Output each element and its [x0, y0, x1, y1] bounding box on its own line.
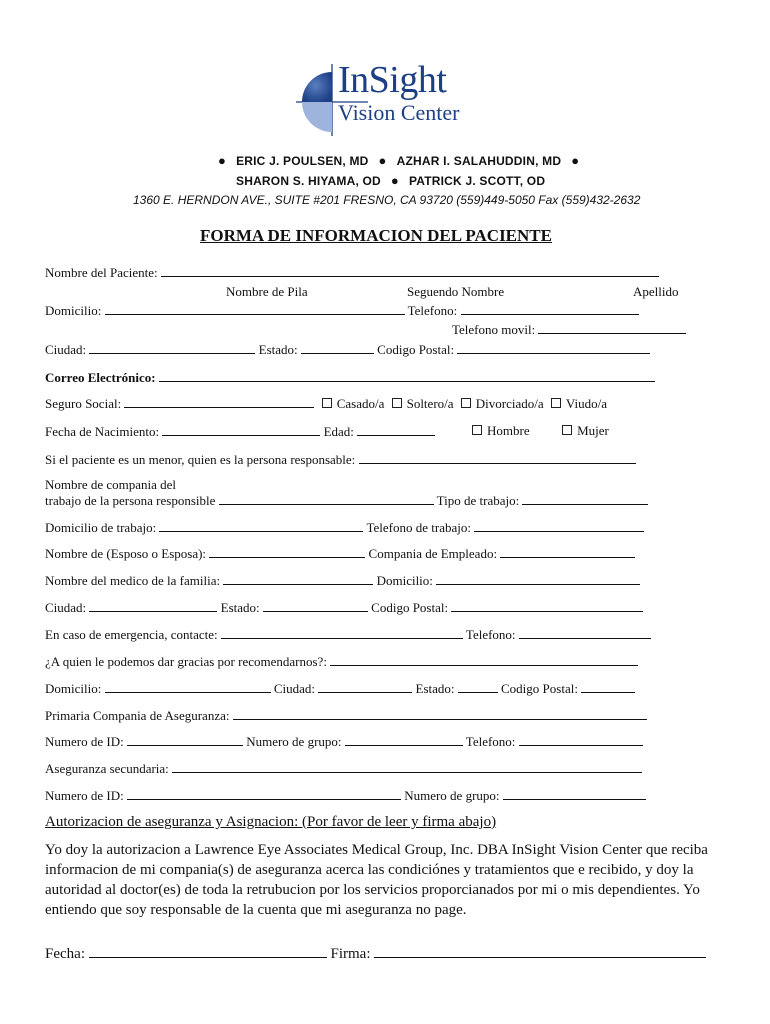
label: Telefono: — [465, 734, 516, 749]
label: Correo Electrónico: — [45, 370, 156, 385]
row-telefono-movil — [452, 321, 686, 338]
bullet-icon: ● — [218, 153, 227, 168]
row-correo — [45, 369, 655, 386]
label: Ciudad: — [273, 681, 316, 696]
primary-group-field[interactable] — [345, 733, 463, 746]
label-compania-1: Nombre de compania del — [45, 477, 177, 492]
date-field[interactable] — [89, 943, 327, 958]
address-field[interactable] — [105, 302, 405, 315]
label: Mujer — [577, 423, 609, 438]
spouse-name-field[interactable] — [209, 545, 365, 558]
row-esposo — [45, 545, 635, 562]
label-nombre-pila: Nombre de Pila — [226, 284, 308, 299]
label: Domicilio: — [376, 573, 433, 588]
label: Domicilio: — [45, 303, 102, 318]
hombre-checkbox[interactable] — [472, 425, 482, 435]
employer-name-field[interactable] — [219, 492, 434, 505]
secondary-insurance-field[interactable] — [172, 760, 642, 773]
label-apellido: Apellido — [633, 284, 679, 299]
referral-zip-field[interactable] — [581, 680, 635, 693]
label: Tipo de trabajo: — [436, 493, 520, 508]
label: Nombre del medico de la familia: — [45, 573, 221, 588]
label: Ciudad: — [45, 600, 87, 615]
label: Divorciado/a — [475, 396, 544, 411]
doctor-name: PATRICK J. SCOTT, OD — [408, 174, 546, 188]
label: Codigo Postal: — [377, 342, 455, 357]
referral-address-field[interactable] — [105, 680, 271, 693]
row-recomendarnos — [45, 653, 638, 670]
label: Telefono de trabajo: — [366, 520, 471, 535]
label: Domicilio de trabajo: — [45, 520, 157, 535]
row-domicilio-trabajo — [45, 519, 644, 536]
label: Telefono movil: — [452, 322, 536, 337]
label: Fecha de Nacimiento: — [45, 424, 160, 439]
label: ¿A quien le podemos dar gracias por recomendarnos?: — [45, 654, 327, 669]
logo-text-vision-center: Vision Center — [338, 100, 460, 125]
label: Casado/a — [336, 396, 385, 411]
doctor-name: AZHAR I. SALAHUDDIN, MD — [396, 154, 562, 168]
authorization-line-3: autoridad al doctor(es) de toda la retrubucion por los servicios proporcianados por mi o mis dependientes. Yo — [45, 882, 700, 898]
doctor-name: SHARON S. HIYAMA, OD — [236, 174, 381, 188]
doctor-name: ERIC J. POULSEN, MD — [236, 154, 369, 168]
state-field[interactable] — [301, 341, 374, 354]
birthdate-field[interactable] — [162, 423, 320, 436]
form-title: FORMA DE INFORMACION DEL PACIENTE — [200, 226, 552, 245]
row-emergencia — [45, 626, 651, 643]
primary-insurance-field[interactable] — [233, 707, 647, 720]
primary-id-field[interactable] — [127, 733, 243, 746]
signature-field[interactable] — [374, 943, 706, 958]
label: Numero de ID: — [45, 734, 124, 749]
label: trabajo de la persona responsible — [45, 493, 216, 508]
label: Soltero/a — [406, 396, 454, 411]
row-compania — [45, 492, 648, 509]
phone-field[interactable] — [461, 302, 639, 315]
row-seguro-social — [45, 395, 607, 412]
age-field[interactable] — [357, 423, 435, 436]
doctor-zip-field[interactable] — [451, 599, 643, 612]
responsible-person-field[interactable] — [359, 451, 636, 464]
authorization-heading: Autorizacion de aseguranza y Asignacion: (Por favor de leer y firma abajo) — [45, 814, 497, 830]
soltero-checkbox[interactable] — [392, 398, 402, 408]
row-ciudad-2 — [45, 599, 643, 616]
work-phone-field[interactable] — [474, 519, 644, 532]
label: Fecha: — [45, 946, 85, 962]
secondary-group-field[interactable] — [503, 787, 646, 800]
ssn-field[interactable] — [124, 395, 314, 408]
label: Numero de ID: — [45, 788, 124, 803]
referral-field[interactable] — [330, 653, 638, 666]
doctors-row-1 — [218, 153, 589, 168]
row-numero-id-2 — [45, 787, 646, 804]
label: Codigo Postal: — [501, 681, 578, 696]
row-nombre-paciente — [45, 264, 659, 281]
label-segundo-nombre: Seguendo Nombre — [407, 284, 505, 299]
label: Seguro Social: — [45, 396, 122, 411]
emergency-contact-field[interactable] — [221, 626, 463, 639]
referral-city-field[interactable] — [318, 680, 412, 693]
label: Estado: — [220, 600, 260, 615]
family-doctor-field[interactable] — [223, 572, 373, 585]
row-fecha-firma — [45, 943, 706, 963]
label: Codigo Postal: — [371, 600, 449, 615]
patient-name-field[interactable] — [161, 264, 659, 277]
label: Estado: — [415, 681, 455, 696]
bullet-icon: ● — [571, 153, 580, 168]
label: En caso de emergencia, contacte: — [45, 627, 218, 642]
label: Telefono: — [407, 303, 458, 318]
label: Ciudad: — [45, 342, 87, 357]
row-numero-id — [45, 733, 643, 750]
viudo-checkbox[interactable] — [551, 398, 561, 408]
bullet-icon: ● — [390, 173, 399, 188]
label: Compania de Empleado: — [368, 546, 498, 561]
doctors-row-2 — [236, 173, 545, 188]
divorciado-checkbox[interactable] — [461, 398, 471, 408]
label: Nombre de (Esposo o Esposa): — [45, 546, 207, 561]
row-sexo — [468, 423, 609, 439]
city-field[interactable] — [89, 341, 255, 354]
label: Nombre del Paciente: — [45, 265, 158, 280]
label: Hombre — [487, 423, 530, 438]
label: Aseguranza secundaria: — [45, 761, 169, 776]
label: Numero de grupo: — [246, 734, 342, 749]
bullet-icon: ● — [378, 153, 387, 168]
row-domicilio — [45, 302, 639, 319]
mobile-phone-field[interactable] — [538, 321, 686, 334]
clinic-address: 1360 E. HERNDON AVE., SUITE #201 FRESNO, CA 93720 (559)449-5050 Fax (559)432-2632 — [133, 193, 641, 207]
secondary-id-field[interactable] — [127, 787, 401, 800]
mujer-checkbox[interactable] — [562, 425, 572, 435]
label: Domicilio: — [45, 681, 102, 696]
insurance-phone-field[interactable] — [519, 733, 643, 746]
label: Edad: — [323, 424, 354, 439]
referral-state-field[interactable] — [458, 680, 498, 693]
logo — [292, 59, 482, 137]
emergency-phone-field[interactable] — [519, 626, 651, 639]
email-field[interactable] — [159, 369, 655, 382]
authorization-line-1: Yo doy la autorizacion a Lawrence Eye Associates Medical Group, Inc. DBA InSight Vision Center que reciba — [45, 842, 708, 858]
authorization-line-4: entiendo que soy responsable de la cuenta que mi aseguranza no page. — [45, 902, 467, 918]
work-address-field[interactable] — [159, 519, 363, 532]
label: Numero de grupo: — [404, 788, 500, 803]
doctor-city-field[interactable] — [89, 599, 217, 612]
label: Firma: — [330, 946, 371, 962]
row-medico — [45, 572, 640, 589]
doctor-state-field[interactable] — [263, 599, 368, 612]
label: Estado: — [258, 342, 298, 357]
authorization-line-2: informacion de mi compania(s) de aseguranza acerca las condiciónes y tratamientos que e recibido, y doy la — [45, 862, 694, 878]
row-menor — [45, 451, 636, 468]
label: Primaria Compania de Aseguranza: — [45, 708, 230, 723]
row-fecha-nacimiento — [45, 423, 435, 440]
zip-field[interactable] — [457, 341, 650, 354]
row-secundaria — [45, 760, 642, 777]
label: Viudo/a — [565, 396, 608, 411]
casado-checkbox[interactable] — [322, 398, 332, 408]
spouse-employer-field[interactable] — [500, 545, 635, 558]
job-type-field[interactable] — [522, 492, 648, 505]
label: Si el paciente es un menor, quien es la persona responsable: — [45, 452, 356, 467]
row-primaria — [45, 707, 647, 724]
row-ciudad — [45, 341, 650, 358]
logo-text-insight: InSight — [338, 59, 447, 101]
label: Telefono: — [465, 627, 516, 642]
doctor-address-field[interactable] — [436, 572, 640, 585]
row-domicilio-3 — [45, 680, 635, 697]
